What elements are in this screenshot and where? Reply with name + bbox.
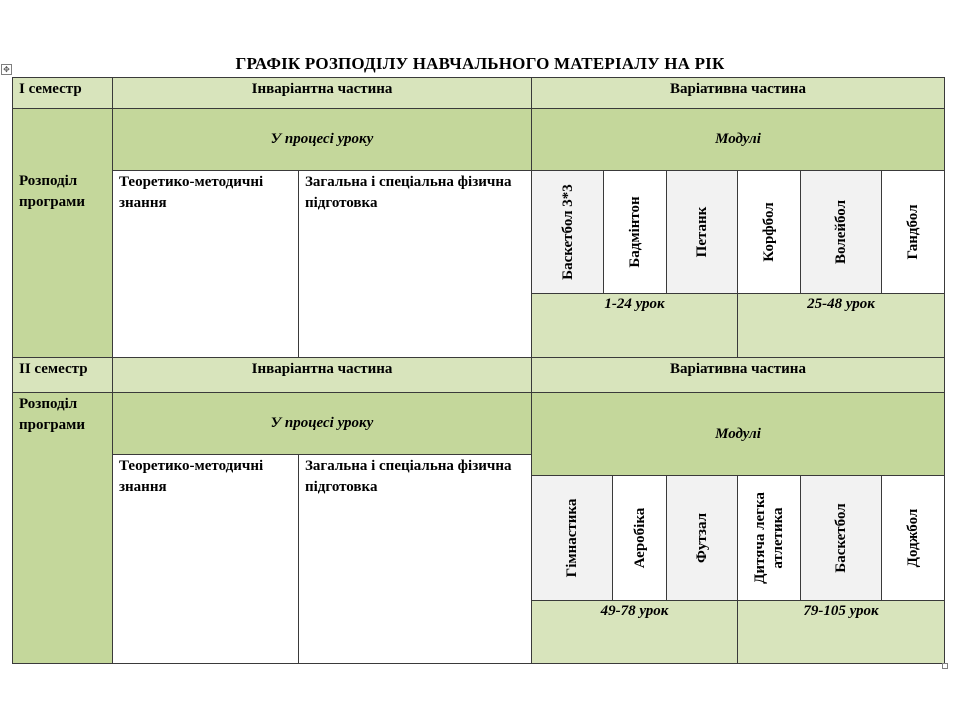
semester2-sport-cell: [666, 475, 738, 601]
semester1-variative-header: Варіативна частина: [531, 77, 945, 109]
semester1-in-lesson: У процесі уроку: [112, 108, 532, 171]
semester2-sport-cell: [612, 475, 667, 601]
semester2-sport-cell: [881, 475, 945, 601]
semester1-sport-cell: [603, 170, 667, 294]
sport-label: Баскетбол: [833, 503, 849, 573]
semester1-sport-cell: [881, 170, 945, 294]
sport-label: Бадмінтон: [627, 196, 643, 268]
sport-label: Гандбол: [905, 204, 921, 260]
semester1-sport-cell: [737, 170, 801, 294]
semester2-invariant-header: Інваріантна частина: [112, 357, 532, 393]
page-title: ГРАФІК РОЗПОДІЛУ НАВЧАЛЬНОГО МАТЕРІАЛУ НА РІК: [235, 54, 725, 73]
semester1-sport-cell: [666, 170, 738, 294]
semester2-lessons-a: 49-78 урок: [531, 600, 738, 664]
semester1-modules: Модулі: [531, 108, 945, 171]
semester1-sport-cell: [531, 170, 604, 294]
semester1-physical: Загальна і спеціальна фізична підготовка: [298, 170, 532, 358]
semester2-sport-cell: [737, 475, 801, 601]
semester2-label: ІІ семестр: [12, 357, 113, 393]
sport-label: Футзал: [694, 512, 710, 564]
semester1-label: І семестр: [12, 77, 113, 109]
sport-label: Гімнастика: [564, 498, 580, 578]
semester1-lessons-a: 1-24 урок: [531, 293, 738, 358]
semester2-physical: Загальна і спеціальна фізична підготовка: [298, 454, 532, 664]
semester2-modules: Модулі: [531, 392, 945, 476]
semester2-lessons-b: 79-105 урок: [737, 600, 945, 664]
semester1-invariant-header: Інваріантна частина: [112, 77, 532, 109]
sport-label: Аеробіка: [631, 507, 648, 569]
semester1-lessons-b: 25-48 урок: [737, 293, 945, 358]
sport-label: Доджбол: [905, 508, 921, 568]
sport-label: Дитяча легка атлетика: [752, 492, 786, 584]
semester2-in-lesson: У процесі уроку: [112, 392, 532, 455]
semester2-variative-header: Варіативна частина: [531, 357, 945, 393]
sport-label: Петанк: [694, 206, 710, 258]
sport-label: Корфбол: [761, 202, 777, 262]
semester2-sport-cell: [531, 475, 613, 601]
sport-label: Волейбол: [833, 199, 849, 265]
semester1-distribution-label: Розподіл програми: [12, 108, 113, 358]
semester1-theory: Теоретико-методичні знання: [112, 170, 299, 358]
semester1-sport-cell: [800, 170, 882, 294]
table-resize-handle[interactable]: [942, 663, 948, 669]
semester2-theory: Теоретико-методичні знання: [112, 454, 299, 664]
semester2-distribution-label: Розподіл програми: [12, 392, 113, 664]
sport-label: Баскетбол 3*3: [559, 184, 576, 280]
semester2-sport-cell: [800, 475, 882, 601]
move-handle-icon[interactable]: ✥: [1, 64, 12, 75]
